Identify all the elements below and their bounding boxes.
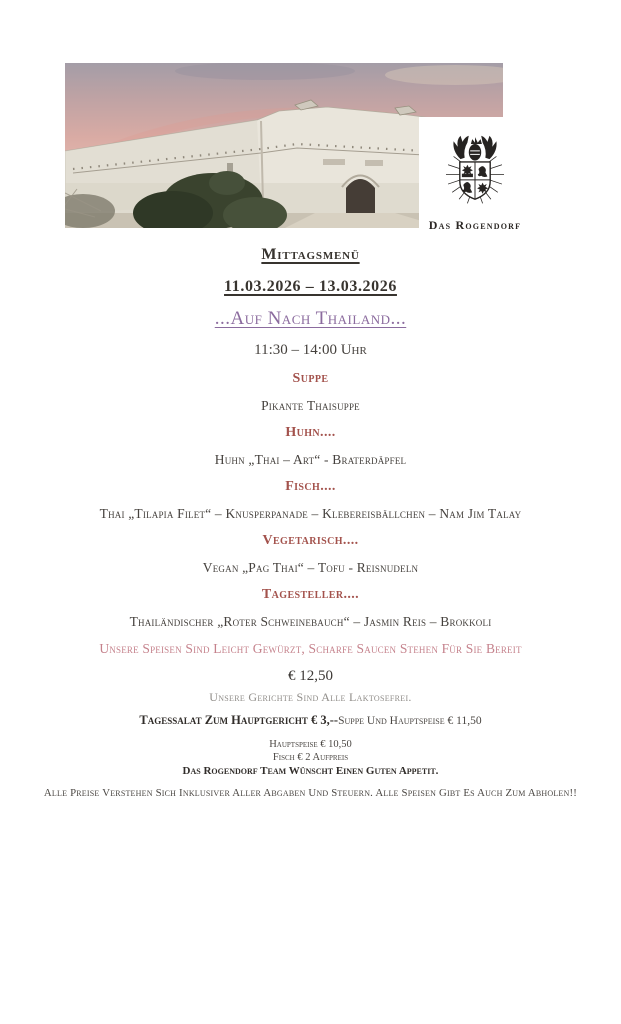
helm bbox=[469, 137, 482, 160]
menu-hours: 11:30 – 14:00 Uhr bbox=[254, 342, 367, 358]
dish-fisch: Thai „Tilapia Filet“ – Knusperpanade – Klebereisbällchen – Nam Jim Talay bbox=[99, 506, 522, 521]
section-heading-vegetarisch: Vegetarisch.... bbox=[262, 533, 359, 548]
section-heading-suppe: Suppe bbox=[292, 371, 329, 386]
menu-title: Mittagsmenü bbox=[261, 246, 360, 263]
shield bbox=[460, 162, 490, 199]
combo-offer: Suppe Und Hauptspeise € 11,50 bbox=[338, 715, 482, 727]
section-heading-fisch: Fisch.... bbox=[285, 479, 336, 494]
lactose-note: Unsere Gerichte Sind Alle Laktosefrei. bbox=[209, 690, 412, 704]
section-heading-huhn: Huhn.... bbox=[285, 425, 336, 440]
footer-note: Alle Preise Verstehen Sich Inklusiver Aller Abgaben Und Steuern. Alle Speisen Gibt Es Auch Zum Abholen!! bbox=[43, 787, 578, 799]
fish-surcharge: Fisch € 2 Aufpreis bbox=[272, 752, 349, 763]
menu-price: € 12,50 bbox=[288, 668, 333, 684]
menu-body bbox=[0, 245, 621, 800]
spice-note: Unsere Speisen Sind Leicht Gewürzt, Scharfe Saucen Stehen Für Sie Bereit bbox=[99, 641, 522, 656]
logo-box bbox=[419, 117, 531, 243]
dish-suppe: Pikante Thaisuppe bbox=[261, 398, 360, 413]
closing-line: Das Rogendorf Team Wünscht Einen Guten Appetit. bbox=[182, 765, 439, 777]
menu-date-range: 11.03.2026 – 13.03.2026 bbox=[224, 278, 397, 295]
menu-theme: ...Auf Nach Thailand... bbox=[214, 308, 407, 329]
main-course-price: Hauptspeise € 10,50 bbox=[269, 739, 352, 750]
dish-tagesteller: Thailändischer „Roter Schweinebauch“ – Jasmin Reis – Brokkoli bbox=[129, 614, 492, 629]
dish-huhn: Huhn „Thai – Art“ - Braterdäpfel bbox=[214, 452, 407, 467]
rogendorf-coat-of-arms-icon bbox=[437, 131, 513, 215]
salad-offer: Tagessalat Zum Hauptgericht € 3,-- bbox=[139, 713, 339, 727]
brand-name: Das Rogendorf bbox=[428, 218, 522, 232]
offers-line bbox=[0, 713, 621, 729]
section-heading-tagesteller: Tagesteller.... bbox=[261, 587, 360, 602]
dish-vegetarisch: Vegan „Pag Thai“ – Tofu - Reisnudeln bbox=[202, 560, 419, 575]
